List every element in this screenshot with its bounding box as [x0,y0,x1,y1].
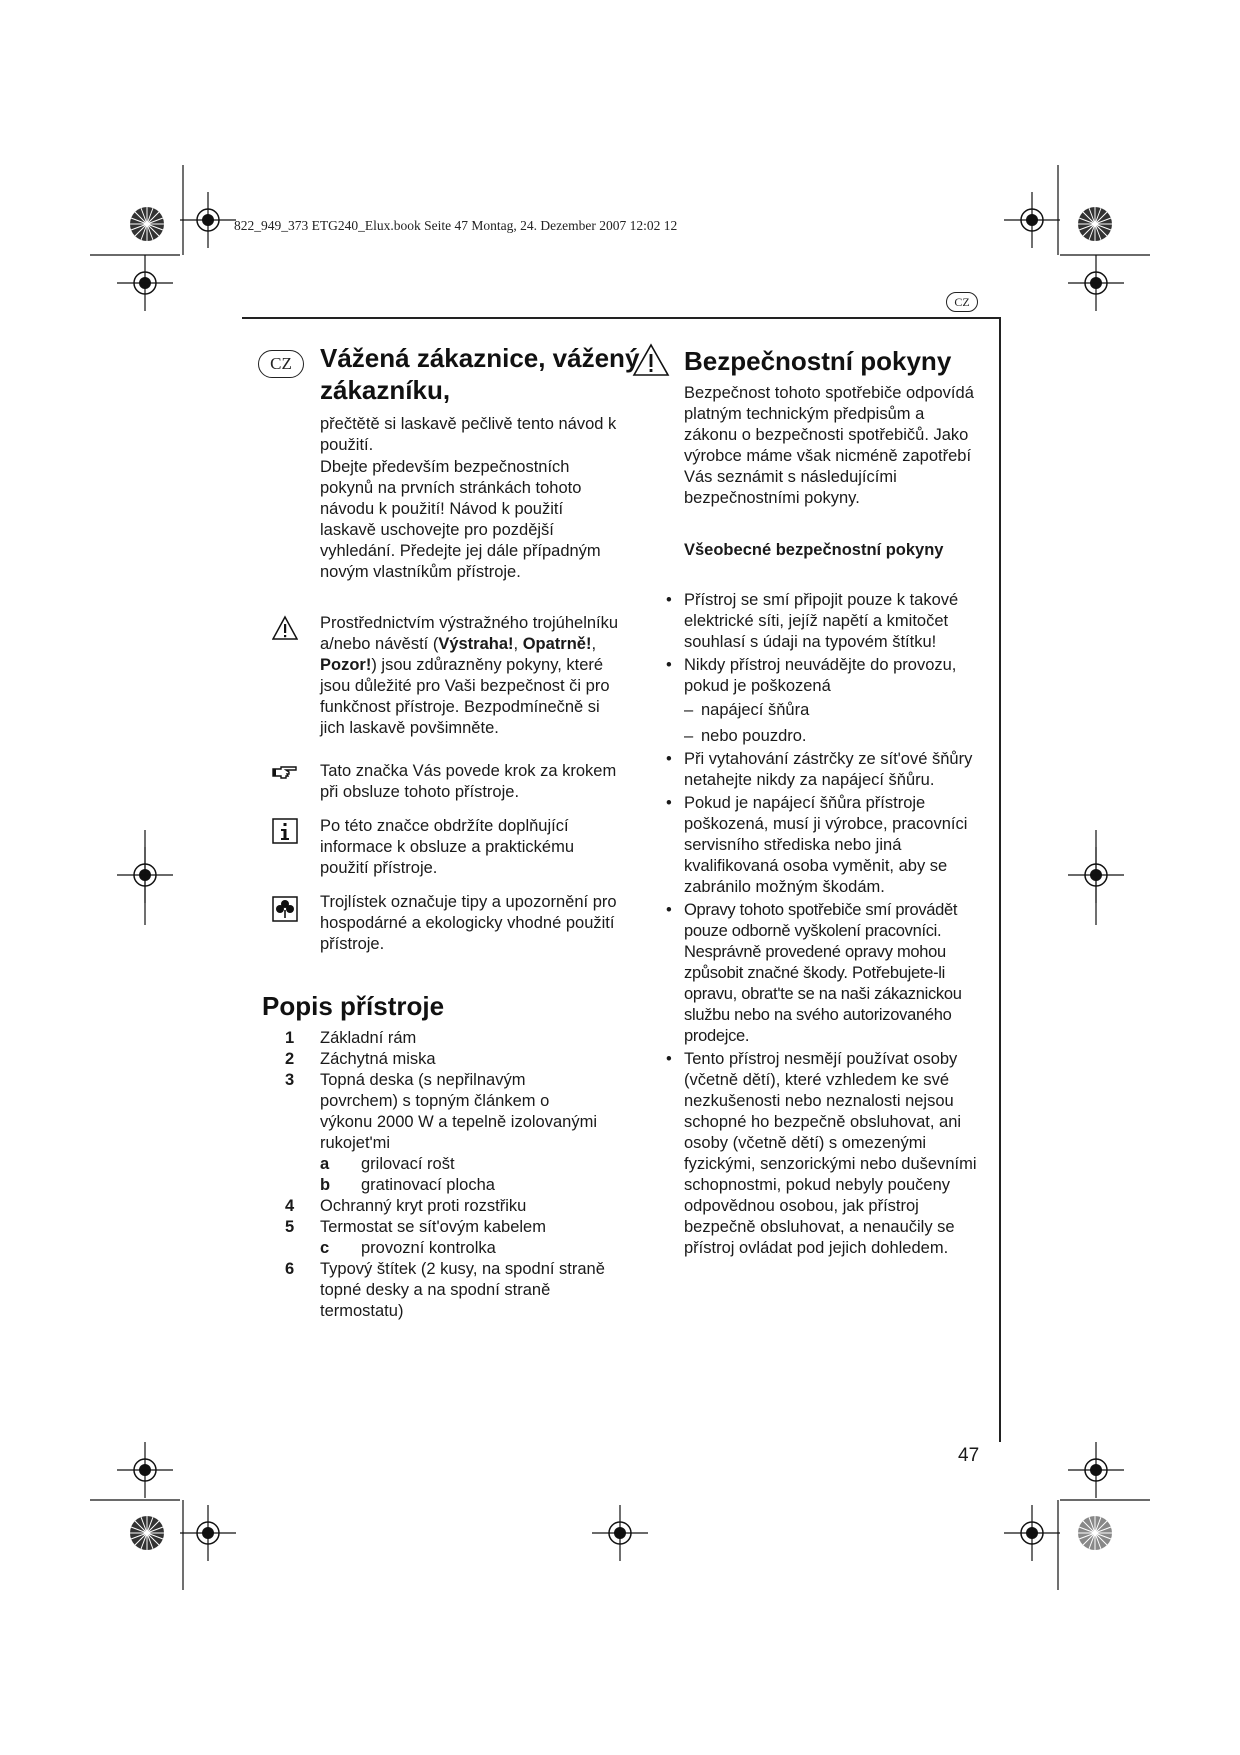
language-badge: CZ [946,292,978,312]
greeting-paragraph-1: přečtětě si laskavě pečlivě tento návod k použití. [320,415,617,454]
item-text: Typový štítek (2 kusy, na spodní straně topné desky a na spodní straně termostatu) [320,1260,605,1320]
registration-mark-icon [1004,1505,1060,1561]
safety-title: Bezpečnostní pokyny [684,346,952,376]
item-number: 4 [285,1197,295,1215]
safety-intro: Bezpečnost tohoto spotřebiče odpovídá platným technickým předpisům a zákonu o bezpečnosti spotřebičů. Jako výrobce máme však nicméně zapotřebí Vás seznámit s následujícími bezpečnostními pokyny. [684,384,974,507]
print-header: 822_949_373 ETG240_Elux.book Seite 47 Montag, 24. Dezember 2007 12:02 12 [234,218,678,233]
list-item [285,1028,605,1049]
item-text: provozní kontrolka [361,1239,496,1257]
list-subitem [285,1154,605,1175]
item-text: Záchytná miska [320,1050,436,1068]
list-subitem [285,1175,605,1196]
warning-sep-1: , [513,635,523,653]
dash-item: – napájecí šňůra [684,700,986,721]
greeting-paragraph-2: Dbejte především bezpečnostních pokynů na prvních stránkách tohoto návodu k použití! Návod k použití laskavě uschovejte pro pozdější vyhledání. Předejte jej dále případným novým vlastníkům přístroje. [320,458,601,581]
list-item [285,1259,605,1322]
clover-icon [272,896,298,922]
list-item [666,655,986,747]
list-item: • Pokud je napájecí šňůra přístroje poškozená, musí ji výrobce, pracovníci servisního střediska nebo jiná kvalifikovaná osoba vyměnit, aby se zabránilo možným škodám. [666,793,986,898]
registration-mark-icon [1004,192,1060,248]
right-rule [999,317,1001,1442]
list-item: • Tento přístroj nesmějí používat osoby (včetně dětí), které vzhledem ke své nezkušenosti nebo neznalosti nejsou schopné ho bezpečně obsluhovat, ani osoby (včetně dětí) s omezenými fyzickými, senzorickými nebo duševními schopnostmi, pokud nebyly poučeny odpovědnou osobou, jak přístroj bezpečně obsluhovat, a nenaučily se přístroj ovládat pod jejich dohledem. [666,1049,986,1259]
bullet-text: Nikdy přístroj neuvádějte do provozu, pokud je poškozená [684,656,957,695]
greeting-title: Vážená zákaznice, vážený zákazníku, [320,343,640,405]
warning-triangle-icon [632,343,670,377]
info-note-text: Po této značce obdržíte doplňující informace k obsluze a praktickému použití přístroje. [320,817,575,877]
item-number: 2 [285,1050,295,1068]
color-wheel-icon [130,1516,164,1550]
item-text: Topná deska (s nepřilnavým povrchem) s topným článkem o výkonu 2000 W a tepelně izolovanými rukojet'mi [320,1071,597,1152]
warning-word-3: Pozor! [320,656,372,674]
description-list [285,1028,605,1322]
warning-note [320,613,620,739]
list-item: • Opravy tohoto spotřebiče smí provádět pouze odborně vyškolení pracovníci. Nesprávně provedené opravy mohou způsobit značné škody. Potřebujete-li opravu, obrat'te se na naši zákaznickou službu nebo na svého autorizovaného prodejce. [666,900,986,1047]
warning-word-1: Výstraha! [438,635,514,653]
clover-note [320,892,620,955]
item-number: 5 [285,1218,295,1236]
item-text: Základní rám [320,1029,417,1047]
item-text: Termostat se sít'ovým kabelem [320,1218,546,1236]
dash-item: – nebo pouzdro. [684,726,986,747]
list-item [285,1196,605,1217]
info-note [320,816,620,879]
pointing-hand-icon [272,760,298,786]
top-rule [242,317,1000,319]
safety-bullet-list [666,590,986,1261]
color-wheel-icon [1078,207,1112,241]
list-item [285,1049,605,1070]
color-wheel-icon [1078,1516,1112,1550]
registration-mark-icon [1068,1442,1124,1498]
item-number: 1 [285,1029,295,1047]
registration-mark-icon [117,255,173,311]
list-subitem [285,1238,605,1259]
info-icon [272,818,298,844]
list-item: • Při vytahování zástrčky ze sít'ové šňůry netahejte nikdy za napájecí šňůru. [666,749,986,791]
registration-mark-icon [1068,255,1124,311]
item-number: 3 [285,1071,295,1089]
safety-subtitle: Všeobecné bezpečnostní pokyny [684,541,944,559]
warning-text-end: ) jsou zdůrazněny pokyny, které jsou důležité pro Vaši bezpečnost či pro funkčnost přístroje. Bezpodmínečně si jich laskavě povšimněte. [320,656,610,737]
hand-note [320,761,620,803]
warning-word-2: Opatrně! [522,635,592,653]
clover-note-text: Trojlístek označuje tipy a upozornění pro hospodárné a ekologicky vhodné použití přístroje. [320,893,617,953]
warning-sep-2: , [591,635,597,653]
language-badge-large: CZ [258,350,304,378]
hand-note-text: Tato značka Vás povede krok za krokem při obsluze tohoto přístroje. [320,762,617,801]
item-text: grilovací rošt [361,1155,455,1173]
item-letter: b [320,1176,331,1194]
warning-text-start: Prostřednictvím výstražného trojúhelníku a/nebo návěstí ( [320,614,619,653]
registration-mark-icon [180,192,236,248]
item-number: 6 [285,1260,295,1278]
registration-mark-icon [117,1442,173,1498]
warning-triangle-icon [272,615,298,641]
description-title: Popis přístroje [262,991,445,1021]
page-number: 47 [958,1445,980,1466]
list-item [285,1217,605,1238]
warning-note-text [320,613,620,739]
list-item [285,1070,605,1154]
list-item: • Přístroj se smí připojit pouze k takové elektrické síti, jejíž napětí a kmitočet souhlasí s údaji na typovém štítku! [666,590,986,653]
item-text: Ochranný kryt proti rozstřiku [320,1197,527,1215]
registration-mark-icon [180,1505,236,1561]
item-letter: a [320,1155,330,1173]
item-text: gratinovací plocha [361,1176,495,1194]
color-wheel-icon [130,207,164,241]
item-letter: c [320,1239,330,1257]
registration-mark-icon [592,1505,648,1561]
